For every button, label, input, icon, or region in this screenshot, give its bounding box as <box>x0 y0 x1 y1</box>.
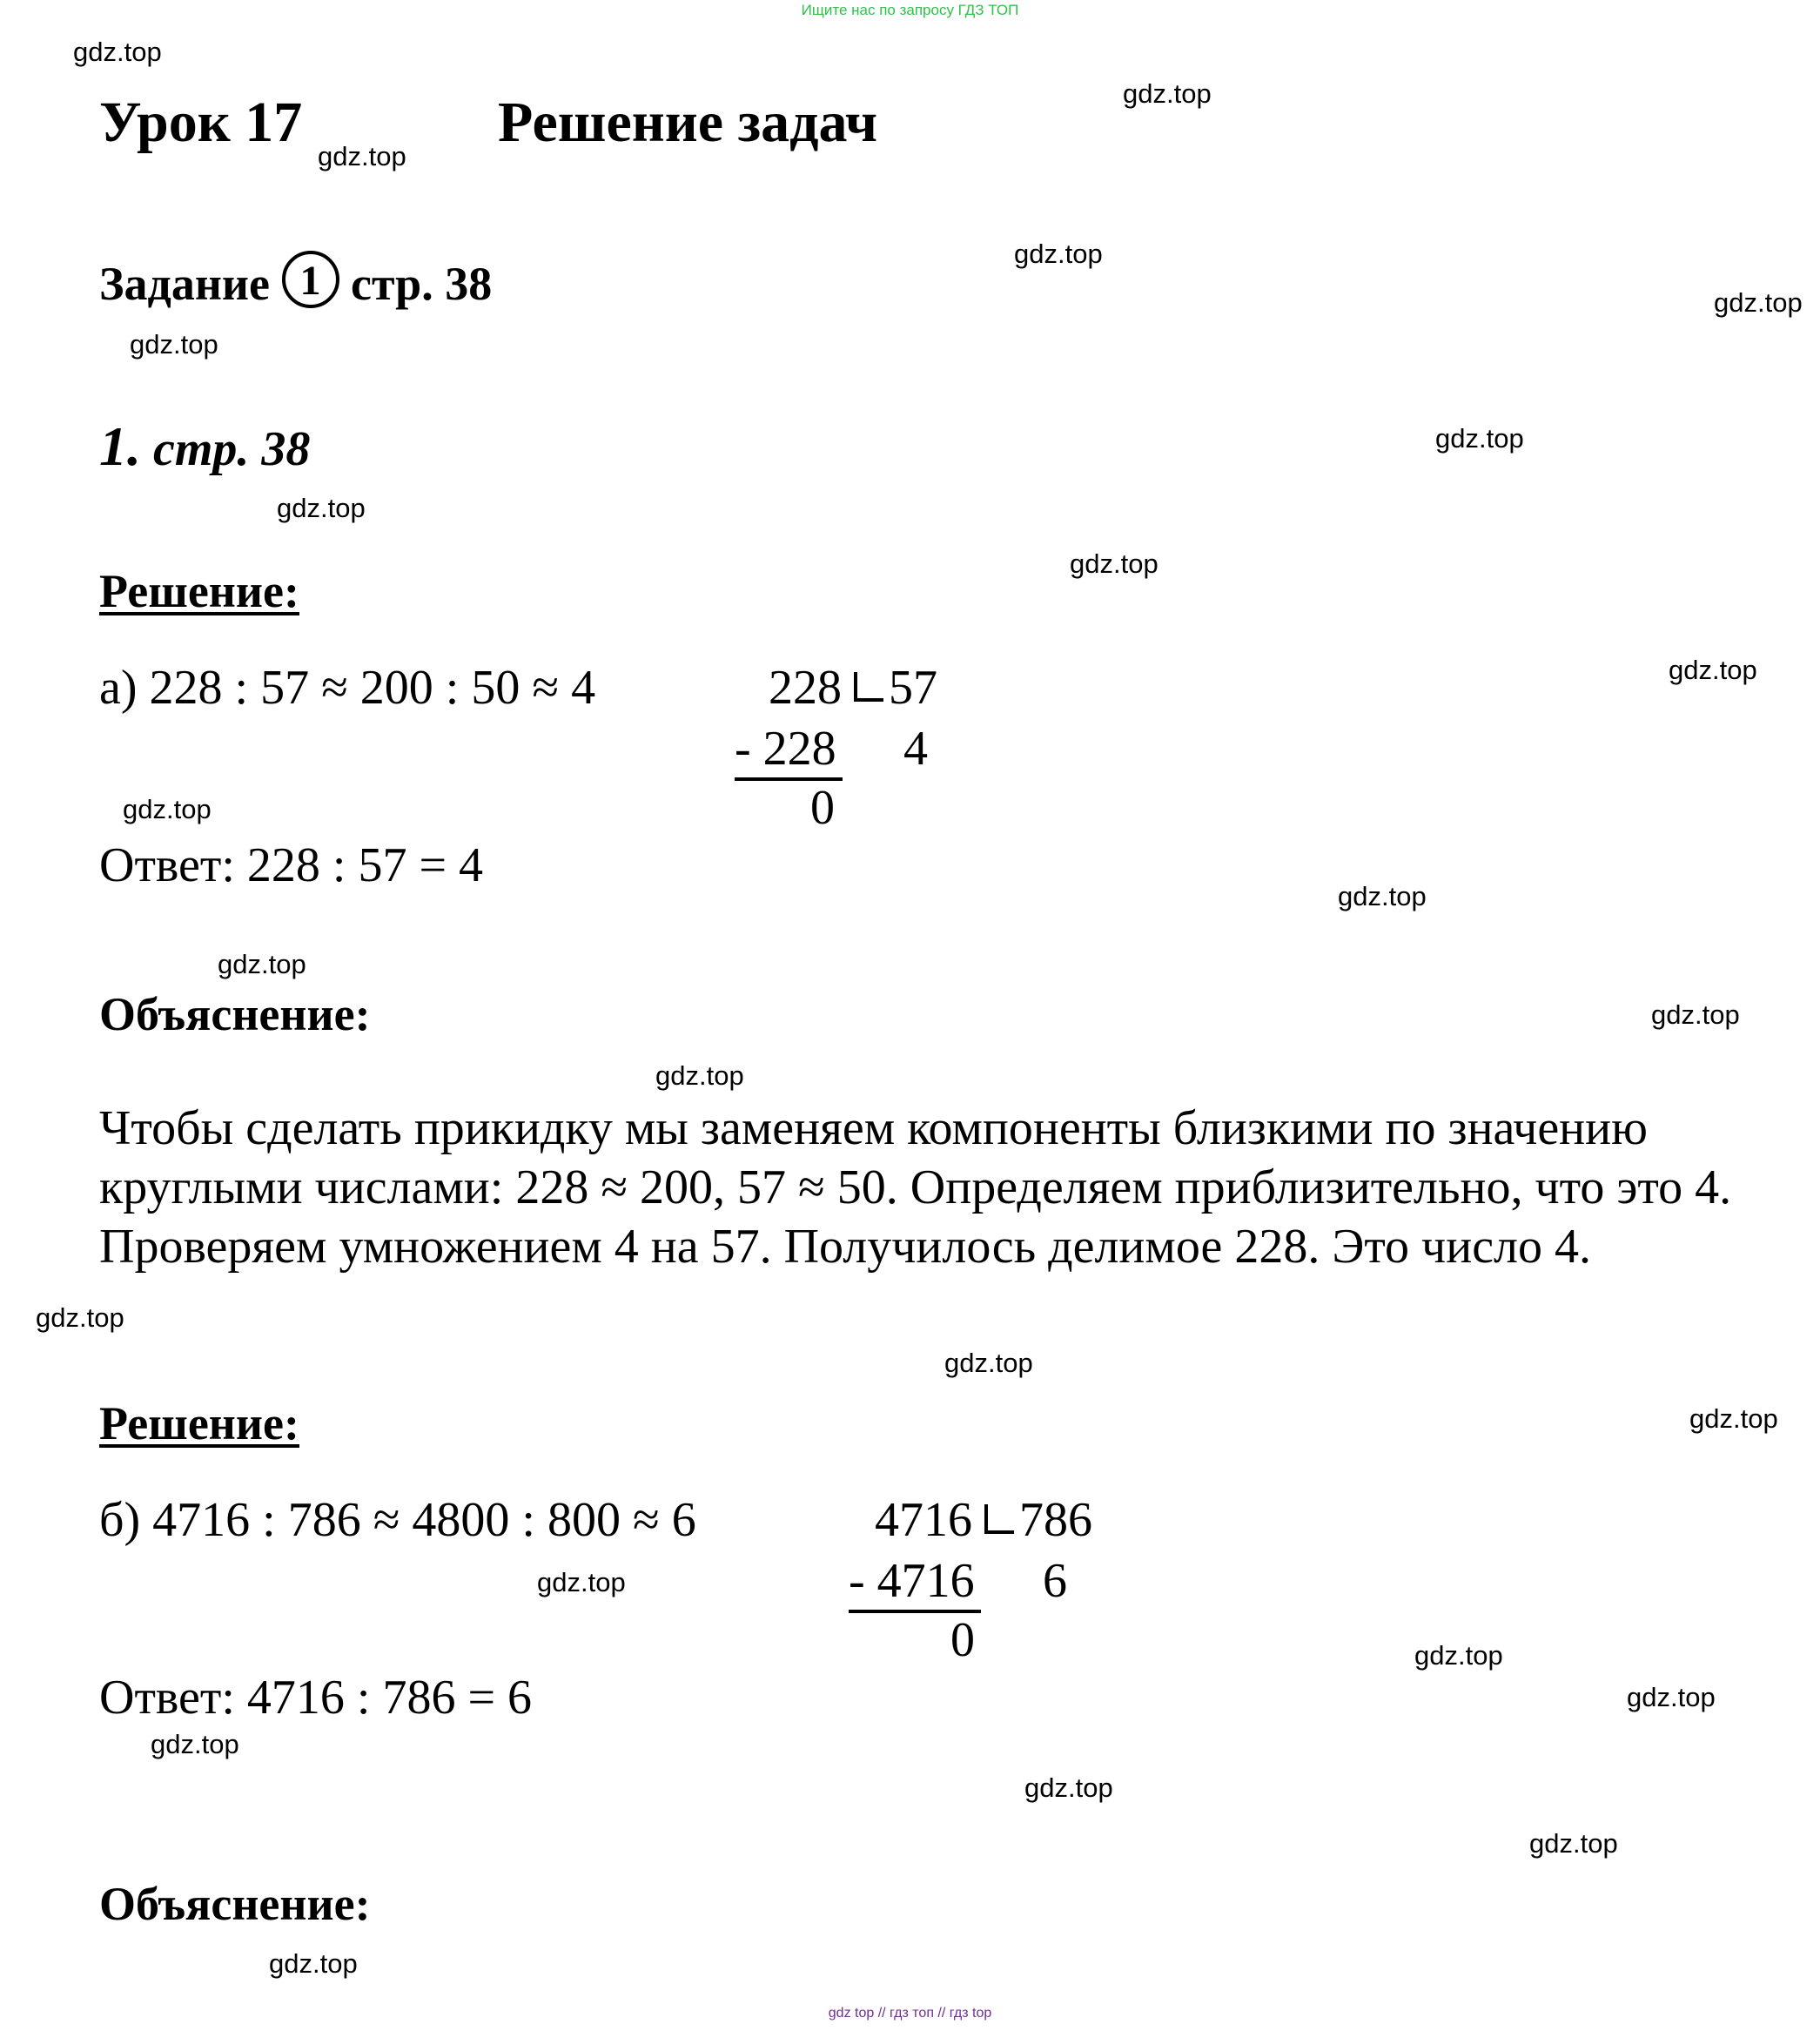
solution-heading-a: Решение: <box>99 565 299 617</box>
division-corner-icon <box>854 672 883 702</box>
task-heading <box>99 251 492 311</box>
exercise-number: 1. <box>99 415 141 477</box>
watermark: gdz.top <box>944 1348 1033 1378</box>
watermark: gdz.top <box>151 1729 239 1759</box>
remainder-b: 0 <box>950 1613 975 1667</box>
watermark: gdz.top <box>130 329 218 360</box>
watermark: gdz.top <box>1529 1828 1618 1859</box>
watermark: gdz.top <box>1651 999 1740 1030</box>
bottom-banner: gdz top // гдз топ // гдз top <box>828 2006 992 2021</box>
long-division-a <box>769 660 937 716</box>
lesson-subtitle: Решение задач <box>498 91 878 154</box>
exercise-heading <box>99 414 310 479</box>
estimate-b: б) 4716 : 786 ≈ 4800 : 800 ≈ 6 <box>99 1493 696 1547</box>
divisor-b: 786 <box>1019 1493 1092 1547</box>
quotient-a: 4 <box>903 722 928 776</box>
watermark: gdz.top <box>1669 655 1757 685</box>
quotient-b: 6 <box>1043 1554 1067 1608</box>
long-division-b <box>875 1492 1092 1548</box>
divisor-a: 57 <box>889 661 937 715</box>
top-banner: Ищите нас по запросу ГДЗ ТОП <box>801 2 1019 18</box>
task-label: Задание <box>99 258 271 310</box>
watermark: gdz.top <box>1024 1772 1113 1803</box>
watermark: gdz.top <box>655 1060 744 1091</box>
watermark: gdz.top <box>1714 287 1803 318</box>
explanation-heading-b: Объяснение: <box>99 1878 371 1930</box>
subtrahend-b: - 4716 <box>849 1554 975 1608</box>
explanation-text-a: Чтобы сделать прикидку мы заменяем компоненты близкими по значению круглыми числами: 228 ≈ 200, 57 ≈ 50. Определяем приблизительно, что это 4. Проверяем умножением 4 на 57. Получилось делимое 228. Это число 4. <box>99 1101 1732 1274</box>
subtrahend-a: - 228 <box>735 722 836 776</box>
solution-heading-b: Решение: <box>99 1397 299 1449</box>
watermark: gdz.top <box>1435 423 1524 454</box>
lesson-title: Урок 17 <box>99 91 303 154</box>
task-page: стр. 38 <box>351 258 493 310</box>
watermark: gdz.top <box>1070 548 1158 579</box>
explanation-heading-a: Объяснение: <box>99 988 371 1040</box>
watermark: gdz.top <box>36 1302 124 1333</box>
remainder-a: 0 <box>810 781 835 835</box>
answer-a: Ответ: 228 : 57 = 4 <box>99 838 484 892</box>
estimate-a: а) 228 : 57 ≈ 200 : 50 ≈ 4 <box>99 661 596 715</box>
watermark: gdz.top <box>123 794 212 824</box>
division-corner-icon <box>984 1504 1014 1534</box>
watermark: gdz.top <box>1689 1403 1778 1434</box>
watermark: gdz.top <box>277 493 366 523</box>
task-number-circle: 1 <box>282 251 339 308</box>
watermark: gdz.top <box>1014 239 1103 269</box>
watermark: gdz.top <box>1123 78 1212 109</box>
watermark: gdz.top <box>73 37 162 67</box>
watermark: gdz.top <box>1338 881 1427 911</box>
watermark: gdz.top <box>1627 1682 1716 1712</box>
watermark: gdz.top <box>1414 1640 1503 1671</box>
watermark: gdz.top <box>269 1948 358 1979</box>
watermark: gdz.top <box>318 141 406 171</box>
answer-b: Ответ: 4716 : 786 = 6 <box>99 1671 533 1725</box>
exercise-page: стр. 38 <box>153 422 311 476</box>
watermark: gdz.top <box>218 949 306 979</box>
watermark: gdz.top <box>537 1567 626 1597</box>
dividend-a: 228 <box>769 661 842 715</box>
dividend-b: 4716 <box>875 1493 972 1547</box>
